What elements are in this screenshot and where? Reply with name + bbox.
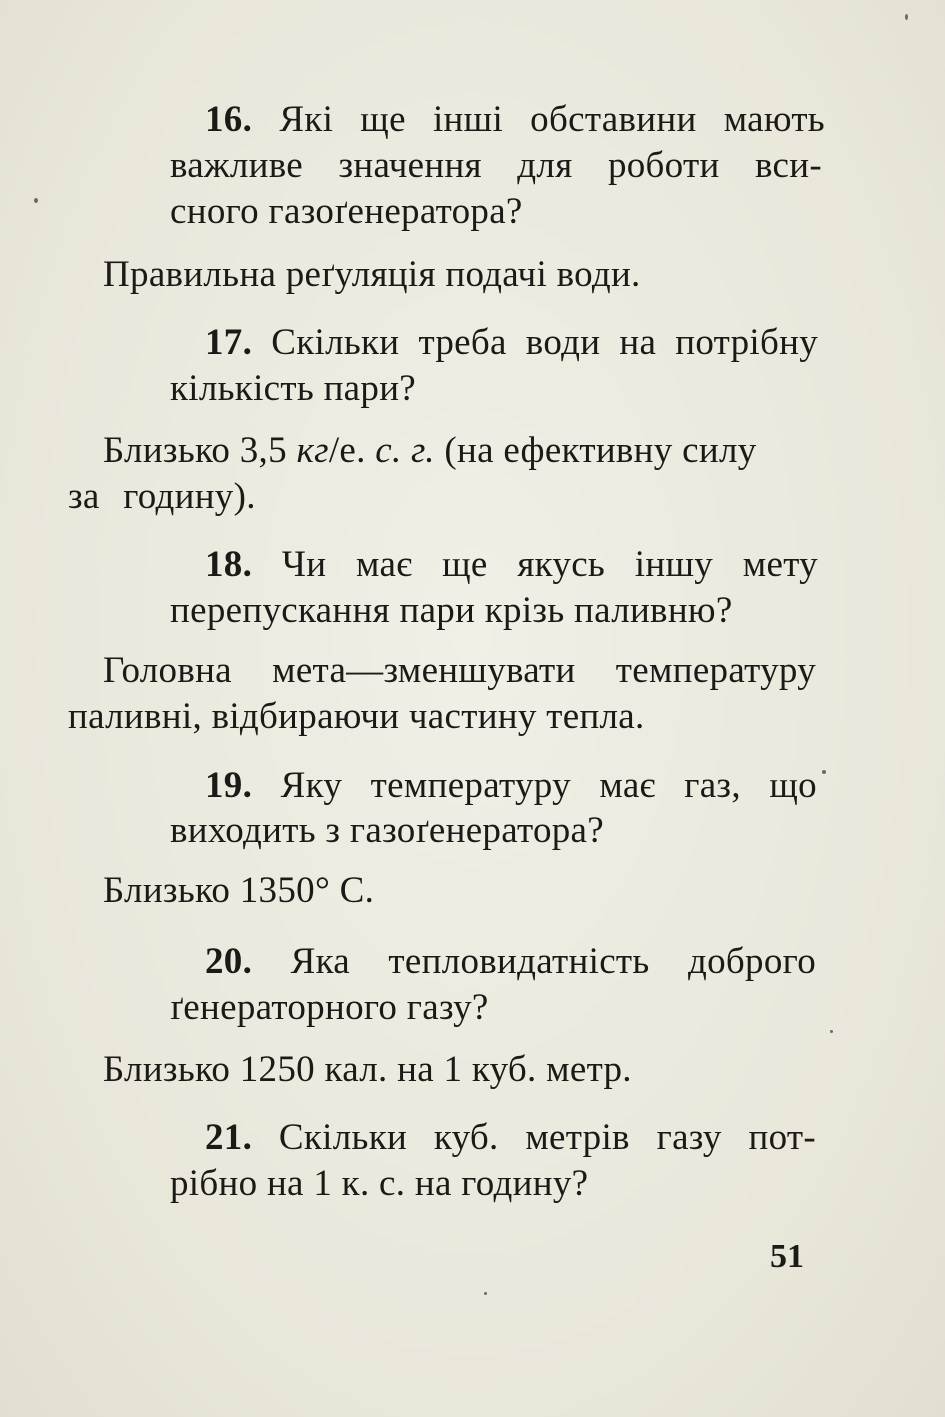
answer-20-line-1: Близько 1250 кал. на 1 куб. метр. [103, 1049, 632, 1090]
question-16-line-1: 16. Які ще інші обставини мають [205, 99, 825, 140]
question-number: 17. [205, 322, 253, 363]
paper-speck [830, 1030, 833, 1033]
answer-19-line-1: Близько 1350° С. [103, 870, 375, 911]
unit-hp: с. г. [375, 430, 435, 471]
paper-speck [34, 198, 38, 203]
question-17-line-2: кількість пари? [170, 368, 417, 409]
question-18-line-2: перепускання пари крізь паливню? [170, 590, 733, 631]
question-16-line-3: сного газоґенератора? [170, 191, 523, 232]
answer-18-line-1: Головна мета—зменшувати температуру [103, 650, 816, 691]
question-19-line-1: 19. Яку температуру має газ, що [205, 765, 817, 806]
paper-speck [484, 1292, 487, 1295]
question-number: 16. [205, 99, 253, 140]
question-number: 18. [205, 544, 253, 585]
question-20-line-1: 20. Яка тепловидатність доброго [205, 941, 816, 982]
question-18-line-1: 18. Чи має ще якусь іншу мету [205, 544, 818, 585]
question-number: 21. [205, 1117, 253, 1158]
answer-17-line-1: Близько 3,5 кг/е. с. г. (на ефективну силу [103, 430, 757, 471]
answer-16-line-1: Правильна реґуляція подачі води. [103, 254, 641, 295]
unit-kg: кг [296, 430, 329, 471]
question-21-line-1: 21. Скільки куб. метрів газу пот- [205, 1117, 816, 1158]
question-20-line-2: ґенераторного газу? [170, 987, 489, 1028]
question-number: 20. [205, 941, 253, 982]
answer-17-line-2: за годину). [68, 476, 256, 517]
question-19-line-2: виходить з газоґенератора? [170, 810, 605, 851]
question-21-line-2: рібно на 1 к. с. на годину? [170, 1163, 589, 1204]
page-number: 51 [770, 1238, 804, 1275]
answer-18-line-2: паливні, відбираючи частину тепла. [68, 696, 645, 737]
question-number: 19. [205, 765, 253, 806]
question-17-line-1: 17. Скільки треба води на потрібну [205, 322, 818, 363]
question-16-line-2: важливе значення для роботи вси- [170, 145, 822, 186]
paper-speck [822, 770, 826, 774]
paper-speck [905, 14, 908, 20]
